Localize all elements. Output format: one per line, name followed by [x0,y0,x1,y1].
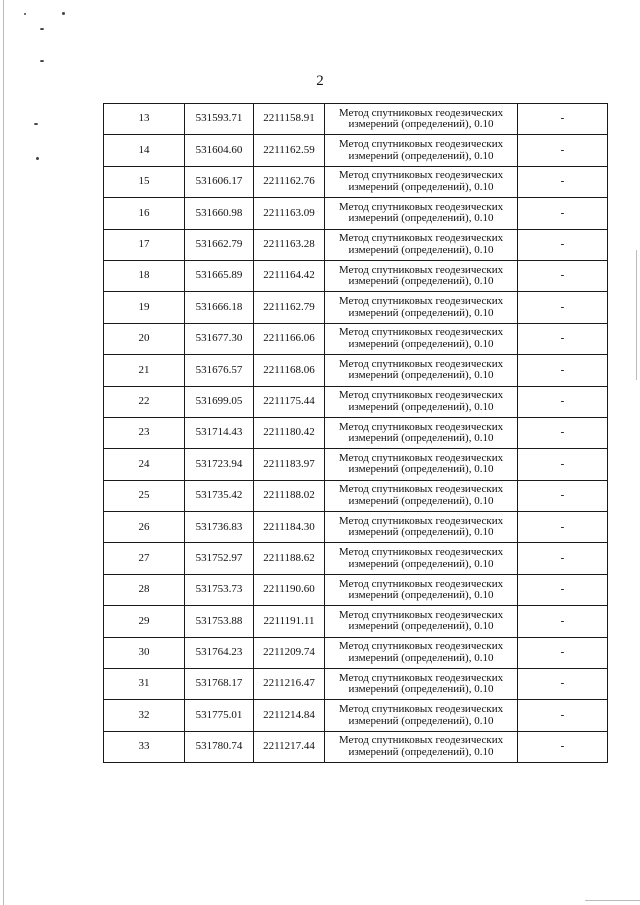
y-coordinate-cell: 2211191.11 [254,606,325,637]
description-cell: - [518,292,608,323]
method-line: Метод спутниковых геодезических [338,169,504,182]
x-coordinate-cell: 531699.05 [185,386,254,417]
description-cell: - [518,260,608,291]
table-row [104,731,608,762]
method-cell [325,198,518,229]
description-cell: - [518,606,608,637]
method-line: Метод спутниковых геодезических [338,451,504,464]
coordinates-table [103,103,608,763]
point-number-cell: 32 [104,700,185,731]
x-coordinate-cell: 531753.73 [185,574,254,605]
x-coordinate-cell: 531768.17 [185,669,254,700]
method-cell [325,543,518,574]
point-number-cell: 26 [104,512,185,543]
description-cell: - [518,449,608,480]
point-number-cell: 33 [104,731,185,762]
x-coordinate-cell: 531752.97 [185,543,254,574]
method-cell [325,355,518,386]
x-coordinate-cell: 531660.98 [185,198,254,229]
method-line: Метод спутниковых геодезических [338,703,504,716]
x-coordinate-cell: 531593.71 [185,104,254,135]
table-row [104,229,608,260]
description-cell: - [518,104,608,135]
x-coordinate-cell: 531665.89 [185,260,254,291]
y-coordinate-cell: 2211158.91 [254,104,325,135]
table-row [104,512,608,543]
y-coordinate-cell: 2211188.02 [254,480,325,511]
method-line: измерений (определений), 0.10 [348,149,494,162]
y-coordinate-cell: 2211190.60 [254,574,325,605]
method-line: измерений (определений), 0.10 [348,369,494,382]
method-line: измерений (определений), 0.10 [348,714,494,727]
point-number-cell: 31 [104,669,185,700]
table-row [104,669,608,700]
table-row [104,135,608,166]
scan-speck [40,28,44,30]
method-line: измерений (определений), 0.10 [348,306,494,319]
point-number-cell: 16 [104,198,185,229]
method-line: Метод спутниковых геодезических [338,577,504,590]
method-line: Метод спутниковых геодезических [338,608,504,621]
method-line: Метод спутниковых геодезических [338,200,504,213]
x-coordinate-cell: 531606.17 [185,166,254,197]
method-line: измерений (определений), 0.10 [348,432,494,445]
table-row [104,386,608,417]
method-line: измерений (определений), 0.10 [348,463,494,476]
description-cell: - [518,229,608,260]
table-row [104,323,608,354]
method-cell [325,104,518,135]
table-row [104,292,608,323]
method-line: Метод спутниковых геодезических [338,514,504,527]
method-line: измерений (определений), 0.10 [348,337,494,350]
x-coordinate-cell: 531604.60 [185,135,254,166]
y-coordinate-cell: 2211163.28 [254,229,325,260]
description-cell: - [518,731,608,762]
point-number-cell: 14 [104,135,185,166]
scan-speck [36,157,39,160]
x-coordinate-cell: 531775.01 [185,700,254,731]
description-cell: - [518,417,608,448]
method-cell [325,731,518,762]
description-cell: - [518,669,608,700]
table-row [104,260,608,291]
point-number-cell: 20 [104,323,185,354]
description-cell: - [518,323,608,354]
method-line: Метод спутниковых геодезических [338,232,504,245]
method-line: измерений (определений), 0.10 [348,275,494,288]
point-number-cell: 23 [104,417,185,448]
table-row [104,700,608,731]
point-number-cell: 15 [104,166,185,197]
method-line: измерений (определений), 0.10 [348,243,494,256]
method-line: Метод спутниковых геодезических [338,106,504,119]
point-number-cell: 13 [104,104,185,135]
scan-speck [62,12,65,15]
method-cell [325,135,518,166]
method-line: Метод спутниковых геодезических [338,263,504,276]
method-line: Метод спутниковых геодезических [338,420,504,433]
x-coordinate-cell: 531780.74 [185,731,254,762]
point-number-cell: 28 [104,574,185,605]
method-cell [325,417,518,448]
point-number-cell: 24 [104,449,185,480]
point-number-cell: 27 [104,543,185,574]
method-cell [325,574,518,605]
point-number-cell: 19 [104,292,185,323]
table-row [104,355,608,386]
method-line: измерений (определений), 0.10 [348,118,494,131]
method-line: измерений (определений), 0.10 [348,494,494,507]
method-cell [325,669,518,700]
method-line: измерений (определений), 0.10 [348,526,494,539]
method-cell [325,637,518,668]
y-coordinate-cell: 2211166.06 [254,323,325,354]
scan-edge-line [585,900,640,901]
description-cell: - [518,135,608,166]
coordinates-table-body [104,104,608,763]
point-number-cell: 30 [104,637,185,668]
y-coordinate-cell: 2211184.30 [254,512,325,543]
method-line: измерений (определений), 0.10 [348,683,494,696]
method-cell [325,260,518,291]
method-line: Метод спутниковых геодезических [338,357,504,370]
scan-edge-line [636,250,637,380]
method-line: Метод спутниковых геодезических [338,671,504,684]
method-cell [325,292,518,323]
y-coordinate-cell: 2211163.09 [254,198,325,229]
description-cell: - [518,480,608,511]
method-line: измерений (определений), 0.10 [348,400,494,413]
y-coordinate-cell: 2211209.74 [254,637,325,668]
scan-edge-line [3,0,4,905]
x-coordinate-cell: 531723.94 [185,449,254,480]
table-row [104,574,608,605]
y-coordinate-cell: 2211214.84 [254,700,325,731]
y-coordinate-cell: 2211188.62 [254,543,325,574]
x-coordinate-cell: 531666.18 [185,292,254,323]
x-coordinate-cell: 531676.57 [185,355,254,386]
description-cell: - [518,512,608,543]
point-number-cell: 25 [104,480,185,511]
scan-speck [40,60,44,62]
x-coordinate-cell: 531714.43 [185,417,254,448]
method-line: Метод спутниковых геодезических [338,326,504,339]
method-cell [325,229,518,260]
y-coordinate-cell: 2211162.76 [254,166,325,197]
description-cell: - [518,637,608,668]
description-cell: - [518,574,608,605]
method-cell [325,166,518,197]
method-cell [325,606,518,637]
x-coordinate-cell: 531753.88 [185,606,254,637]
scan-speck [24,13,26,15]
table-row [104,480,608,511]
page-number: 2 [316,73,324,89]
x-coordinate-cell: 531736.83 [185,512,254,543]
method-cell [325,512,518,543]
method-line: измерений (определений), 0.10 [348,746,494,758]
y-coordinate-cell: 2211162.79 [254,292,325,323]
description-cell: - [518,386,608,417]
point-number-cell: 18 [104,260,185,291]
x-coordinate-cell: 531735.42 [185,480,254,511]
method-line: Метод спутниковых геодезических [338,138,504,151]
y-coordinate-cell: 2211216.47 [254,669,325,700]
method-cell [325,480,518,511]
method-cell [325,700,518,731]
y-coordinate-cell: 2211164.42 [254,260,325,291]
point-number-cell: 17 [104,229,185,260]
description-cell: - [518,700,608,731]
y-coordinate-cell: 2211175.44 [254,386,325,417]
table-row [104,417,608,448]
method-line: измерений (определений), 0.10 [348,651,494,664]
table-row [104,166,608,197]
method-line: измерений (определений), 0.10 [348,180,494,193]
method-line: Метод спутниковых геодезических [338,734,504,747]
y-coordinate-cell: 2211168.06 [254,355,325,386]
method-line: Метод спутниковых геодезических [338,389,504,402]
y-coordinate-cell: 2211183.97 [254,449,325,480]
method-cell [325,323,518,354]
scan-speck [34,123,38,125]
y-coordinate-cell: 2211180.42 [254,417,325,448]
method-line: Метод спутниковых геодезических [338,640,504,653]
table-row [104,198,608,229]
method-line: измерений (определений), 0.10 [348,212,494,225]
x-coordinate-cell: 531764.23 [185,637,254,668]
method-line: измерений (определений), 0.10 [348,557,494,570]
table-row [104,104,608,135]
point-number-cell: 22 [104,386,185,417]
table-row [104,606,608,637]
y-coordinate-cell: 2211217.44 [254,731,325,762]
method-line: Метод спутниковых геодезических [338,546,504,559]
x-coordinate-cell: 531677.30 [185,323,254,354]
description-cell: - [518,543,608,574]
point-number-cell: 21 [104,355,185,386]
x-coordinate-cell: 531662.79 [185,229,254,260]
description-cell: - [518,166,608,197]
method-line: Метод спутниковых геодезических [338,483,504,496]
method-line: измерений (определений), 0.10 [348,589,494,602]
method-cell [325,386,518,417]
method-line: Метод спутниковых геодезических [338,294,504,307]
table-row [104,543,608,574]
point-number-cell: 29 [104,606,185,637]
method-line: измерений (определений), 0.10 [348,620,494,633]
table-row [104,637,608,668]
y-coordinate-cell: 2211162.59 [254,135,325,166]
description-cell: - [518,198,608,229]
method-cell [325,449,518,480]
table-row [104,449,608,480]
description-cell: - [518,355,608,386]
